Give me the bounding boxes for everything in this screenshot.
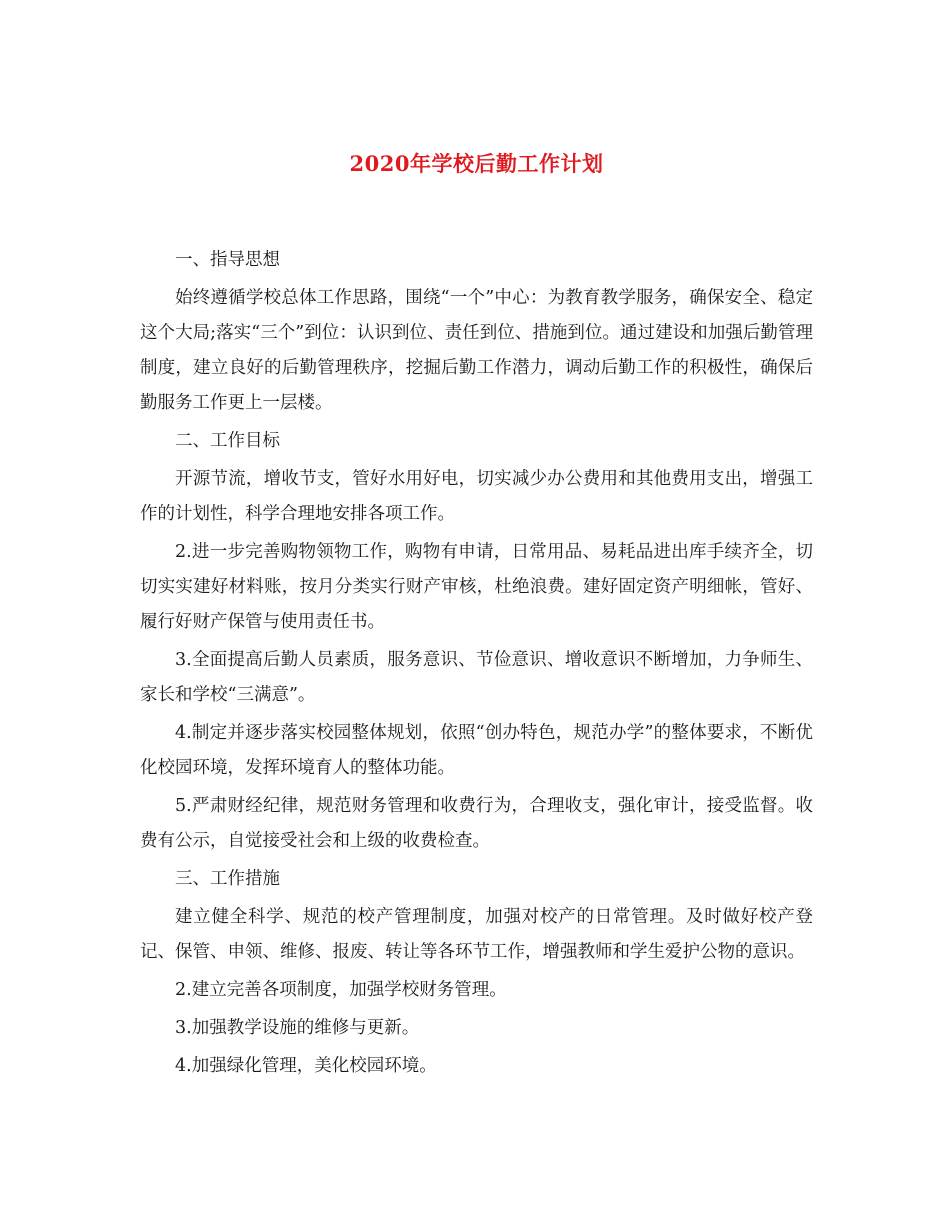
- paragraph-measure-1: 建立健全科学、规范的校产管理制度，加强对校产的日常管理。及时做好校产登记、保管、申领、维修、报废、转让等各环节工作，增强教师和学生爱护公物的意识。: [140, 907, 813, 962]
- paragraph-measure-3: 3.加强教学设施的维修与更新。: [175, 1018, 420, 1038]
- paragraph-guiding-ideology: 始终遵循学校总体工作思路，围绕“一个”中心：为教育教学服务，确保安全、稳定这个大局;落实“三个”到位：认识到位、责任到位、措施到位。通过建设和加强后勤管理制度，建立良好的后勤管理秩序，挖掘后勤工作潜力，调动后勤工作的积极性，确保后勤服务工作更上一层楼。: [140, 288, 813, 413]
- document-title: 2020年学校后勤工作计划: [349, 151, 604, 176]
- paragraph-goal-3: 3.全面提高后勤人员素质，服务意识、节俭意识、增收意识不断增加，力争师生、家长和学校“三满意”。: [140, 650, 813, 705]
- section-heading-work-measures: 三、工作措施: [175, 869, 280, 889]
- section-heading-guiding-ideology: 一、指导思想: [175, 250, 280, 270]
- paragraph-goal-2: 2.进一步完善购物领物工作，购物有申请，日常用品、易耗品进出库手续齐全，切切实实建好材料账，按月分类实行财产审核，杜绝浪费。建好固定资产明细帐，管好、履行好财产保管与使用责任书。: [140, 542, 813, 632]
- paragraph-measure-4: 4.加强绿化管理，美化校园环境。: [175, 1056, 437, 1076]
- paragraph-goal-1: 开源节流，增收节支，管好水用好电，切实减少办公费用和其他费用支出，增强工作的计划性，科学合理地安排各项工作。: [140, 469, 813, 524]
- paragraph-measure-2: 2.建立完善各项制度，加强学校财务管理。: [175, 980, 507, 1000]
- paragraph-goal-4: 4.制定并逐步落实校园整体规划，依照“创办特色，规范办学”的整体要求，不断优化校园环境，发挥环境育人的整体功能。: [140, 723, 813, 778]
- section-heading-work-goals: 二、工作目标: [175, 431, 280, 451]
- paragraph-goal-5: 5.严肃财经纪律，规范财务管理和收费行为，合理收支，强化审计，接受监督。收费有公示，自觉接受社会和上级的收费检查。: [140, 796, 813, 851]
- document-body: [140, 243, 813, 1084]
